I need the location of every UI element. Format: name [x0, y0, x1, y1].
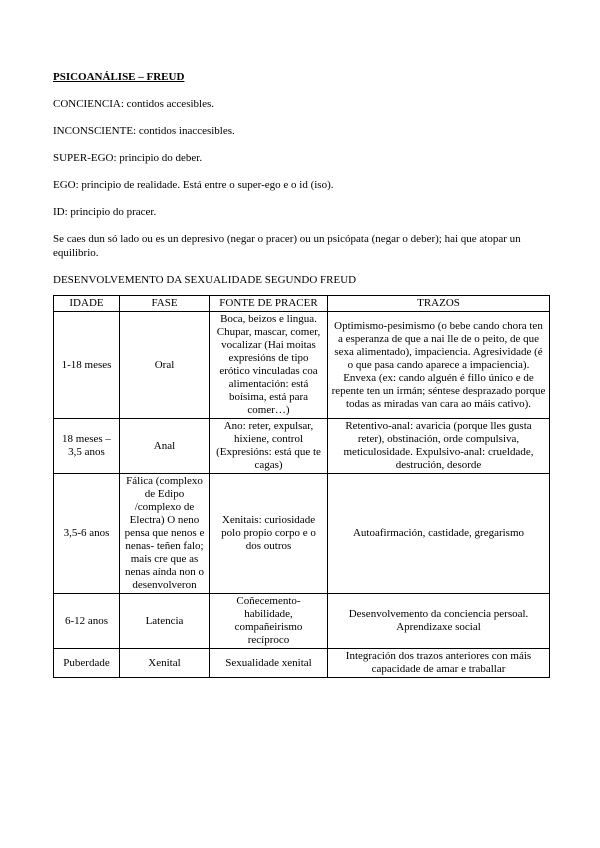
cell-fase: Latencia — [120, 594, 210, 649]
cell-trazos: Desenvolvemento da conciencia persoal. Aprendizaxe social — [328, 594, 550, 649]
document-title: PSICOANÁLISE – FREUD — [53, 71, 185, 83]
table-row — [54, 419, 550, 474]
header-fonte: FONTE DE PRACER — [210, 296, 328, 312]
document-page — [53, 70, 553, 678]
sexuality-stages-table — [53, 295, 550, 678]
table-row — [54, 474, 550, 594]
cell-fase: Xenital — [120, 649, 210, 678]
cell-trazos: Integración dos trazos anteriores con máis capacidade de amar e traballar — [328, 649, 550, 678]
cell-fase: Oral — [120, 312, 210, 419]
cell-fase: Anal — [120, 419, 210, 474]
cell-fonte: Coñecemento-habilidade, compañeirismo recíproco — [210, 594, 328, 649]
cell-fonte: Sexualidade xenital — [210, 649, 328, 678]
cell-idade: 3,5-6 anos — [54, 474, 120, 594]
cell-trazos: Retentivo-anal: avaricia (porque lles gusta reter), obstinación, orde compulsiva, meticulosidade. Expulsivo-anal: crueldade, destrución, desorde — [328, 419, 550, 474]
paragraph-equilibrio: Se caes dun só lado ou es un depresivo (negar o pracer) ou un psicópata (negar o deber); hai que atopar un equilibrio. — [53, 233, 521, 259]
cell-idade: 6-12 anos — [54, 594, 120, 649]
cell-fonte: Boca, beizos e lingua. Chupar, mascar, comer, vocalizar (Hai moitas expresións de tipo erótico vinculadas coa alimentación: está boísima, está para comer…) — [210, 312, 328, 419]
cell-fonte: Ano: reter, expulsar, hixiene, control (Expresións: está que te cagas) — [210, 419, 328, 474]
paragraph-super-ego: SUPER-EGO: principio do deber. — [53, 152, 203, 164]
header-fase: FASE — [120, 296, 210, 312]
paragraph-id: ID: principio do pracer. — [53, 206, 157, 218]
table-row — [54, 312, 550, 419]
cell-idade: 18 meses – 3,5 anos — [54, 419, 120, 474]
section-title: DESENVOLVEMENTO DA SEXUALIDADE SEGUNDO FREUD — [53, 274, 357, 286]
cell-fase: Fálica (complexo de Edipo /complexo de Electra) O neno pensa que nenos e nenas- teñen falo; mais cre que as nenas aínda non o desenvolveron — [120, 474, 210, 594]
header-idade: IDADE — [54, 296, 120, 312]
paragraph-conciencia: CONCIENCIA: contidos accesibles. — [53, 98, 214, 110]
cell-trazos: Autoafirmación, castidade, gregarismo — [328, 474, 550, 594]
table-row — [54, 594, 550, 649]
table-header-row — [54, 296, 550, 312]
cell-fonte: Xenitais: curiosidade polo propio corpo e o dos outros — [210, 474, 328, 594]
paragraph-ego: EGO: principio de realidade. Está entre o super-ego e o id (iso). — [53, 179, 334, 191]
cell-idade: Puberdade — [54, 649, 120, 678]
cell-trazos: Optimismo-pesimismo (o bebe cando chora ten a esperanza de que a nai lle de o peito, de que sexa alimentado), impaciencia. Agresividade (é o que pasa cando aparece a impaciencia). Envexa (ex: cando alguén é fillo único e de repente ten un irmán; séntese desprazado porque todas as miradas van cara ao máis cativo). — [328, 312, 550, 419]
header-trazos: TRAZOS — [328, 296, 550, 312]
paragraph-inconsciente: INCONSCIENTE: contidos inaccesibles. — [53, 125, 235, 137]
table-row — [54, 649, 550, 678]
cell-idade: 1-18 meses — [54, 312, 120, 419]
